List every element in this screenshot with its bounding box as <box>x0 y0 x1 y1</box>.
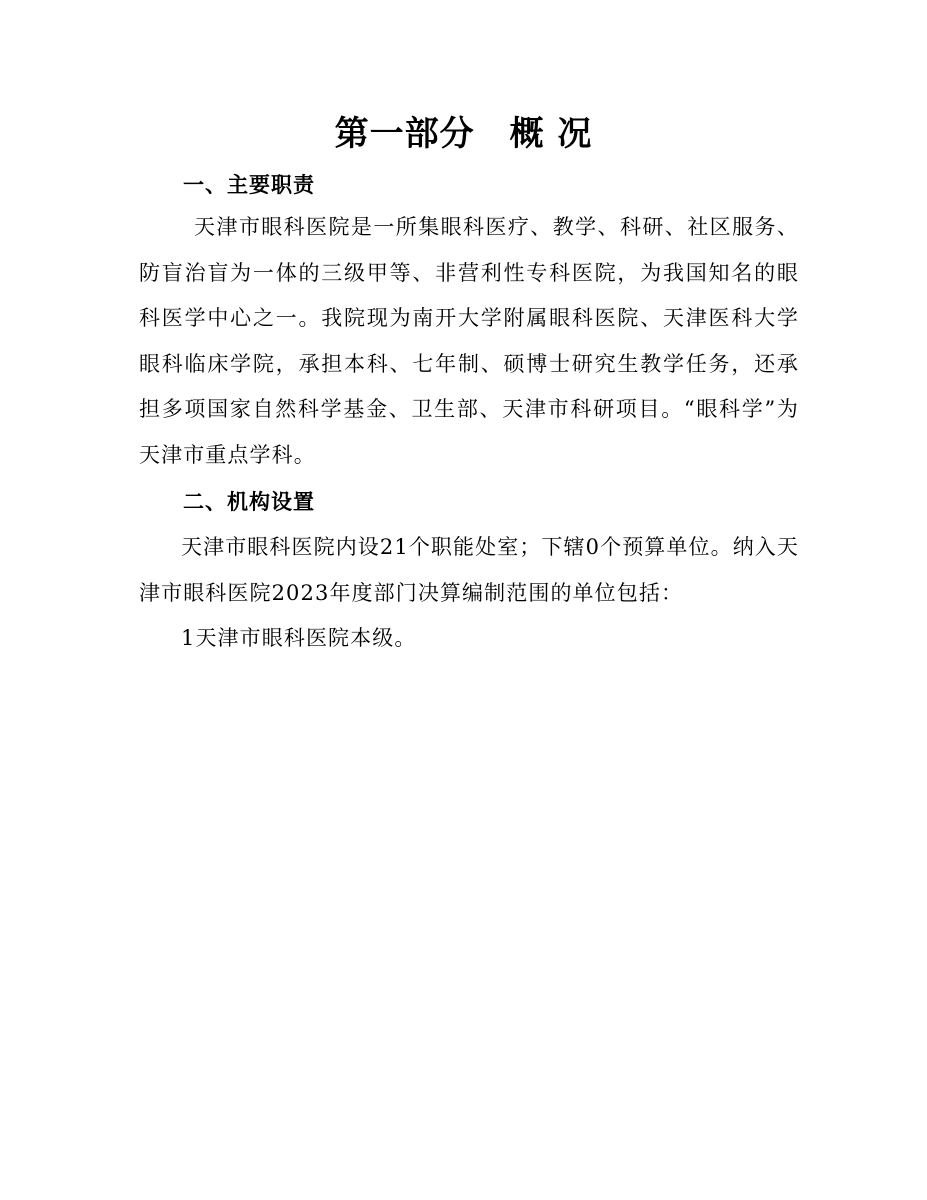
paragraph-organization: 天津市眼科医院内设21个职能处室；下辖0个预算单位。纳入天津市眼科医院2023年度部门决算编制范围的单位包括： <box>139 535 799 605</box>
page-title: 第一部分 概 况 <box>334 114 593 154</box>
paragraph-unit-list: 1天津市眼科医院本级。 <box>181 626 417 650</box>
section-heading-main-duties: 一、主要职责 <box>183 173 315 197</box>
section-heading-organization: 二、机构设置 <box>183 490 315 514</box>
paragraph-main-duties: 天津市眼科医院是一所集眼科医疗、教学、科研、社区服务、防盲治盲为一体的三级甲等、非营利性专科医院，为我国知名的眼科医学中心之一。我院现为南开大学附属眼科医院、天津医科大学眼科临床学院，承担本科、七年制、硕博士研究生教学任务，还承担多项国家自然科学基金、卫生部、天津市科研项目。“眼科学”为天津市重点学科。 <box>139 215 799 467</box>
